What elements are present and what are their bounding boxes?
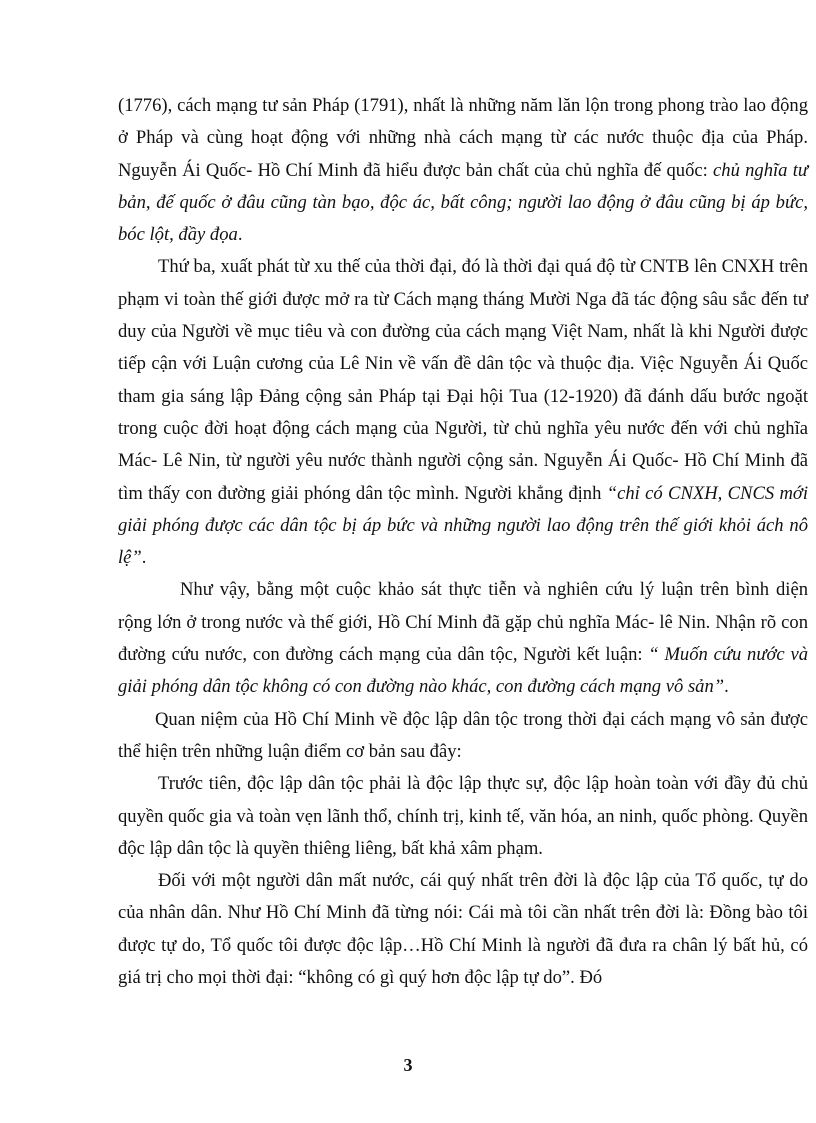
paragraph-1: (1776), cách mạng tư sản Pháp (1791), nhất là những năm lăn lộn trong phong trào lao động ở Pháp và cùng hoạt động với những nhà cách mạng từ các nước thuộc địa của Pháp. Nguyễn Ái Quốc- Hồ Chí Minh đã hiểu được bản chất của chủ nghĩa đế quốc: chủ nghĩa tư bản, đế quốc ở đâu cũng tàn bạo, độc ác, bất công; người lao động ở đâu cũng bị áp bức, bóc lột, đầy đọa. xyxy=(118,95,808,246)
paragraph-3: Như vậy, bằng một cuộc khảo sát thực tiễn và nghiên cứu lý luận trên bình diện rộng lớn ở trong nước và thế giới, Hồ Chí Minh đã gặp chủ nghĩa Mác- lê Nin. Nhận rõ con đường cứu nước, con đường cách mạng của dân tộc, Người kết luận: “ Muốn cứu nước và giải phóng dân tộc không có con đường nào khác, con đường cách mạng vô sản”. xyxy=(118,579,808,698)
paragraph-2: Thứ ba, xuất phát từ xu thế của thời đại, đó là thời đại quá độ từ CNTB lên CNXH trên phạm vi toàn thế giới được mở ra từ Cách mạng tháng Mười Nga đã tác động sâu sắc đến tư duy của Người về mục tiêu và con đường của cách mạng Việt Nam, nhất là khi Người được tiếp cận với Luận cương của Lê Nin về vấn đề dân tộc và thuộc địa. Việc Nguyễn Ái Quốc tham gia sáng lập Đảng cộng sản Pháp tại Đại hội Tua (12-1920) đã đánh dấu bước ngoặt trong cuộc đời hoạt động cách mạng của Người, từ chủ nghĩa yêu nước đến với chủ nghĩa Mác- Lê Nin, từ người yêu nước thành người cộng sản. Nguyễn Ái Quốc- Hồ Chí Minh đã tìm thấy con đường giải phóng dân tộc mình. Người khẳng định “chỉ có CNXH, CNCS mới giải phóng được các dân tộc bị áp bức và những người lao động trên thế giới khỏi ách nô lệ”. xyxy=(118,256,809,569)
italic-quote: “chỉ có CNXH, CNCS mới giải phóng được các dân tộc bị áp bức và những người lao động trên thế giới khỏi ách nô lệ” xyxy=(118,482,809,569)
italic-quote: chủ nghĩa tư bản, đế quốc ở đâu cũng tàn bạo, độc ác, bất công; người lao động ở đâu cũng bị áp bức, bóc lột, đầy đọa xyxy=(118,159,808,246)
page-number: 3 xyxy=(403,1055,413,1075)
paragraph-4: Quan niệm của Hồ Chí Minh về độc lập dân tộc trong thời đại cách mạng vô sản được thể hiện trên những luận điểm cơ bản sau đây: xyxy=(118,708,808,762)
page-body xyxy=(118,90,808,994)
paragraph-5: Trước tiên, độc lập dân tộc phải là độc lập thực sự, độc lập hoàn toàn với đầy đủ chủ quyền quốc gia và toàn vẹn lãnh thổ, chính trị, kinh tế, văn hóa, an ninh, quốc phòng. Quyền độc lập dân tộc là quyền thiêng liêng, bất khả xâm phạm. xyxy=(118,773,808,859)
italic-quote: “ Muốn cứu nước và giải phóng dân tộc không có con đường nào khác, con đường cách mạng vô sản” xyxy=(118,644,808,698)
paragraph-6: Đối với một người dân mất nước, cái quý nhất trên đời là độc lập của Tổ quốc, tự do của nhân dân. Như Hồ Chí Minh đã từng nói: Cái mà tôi cần nhất trên đời là: Đồng bào tôi được tự do, Tổ quốc tôi được độc lập…Hồ Chí Minh là người đã đưa ra chân lý bất hủ, có giá trị cho mọi thời đại: “không có gì quý hơn độc lập tự do”. Đó xyxy=(118,870,808,989)
